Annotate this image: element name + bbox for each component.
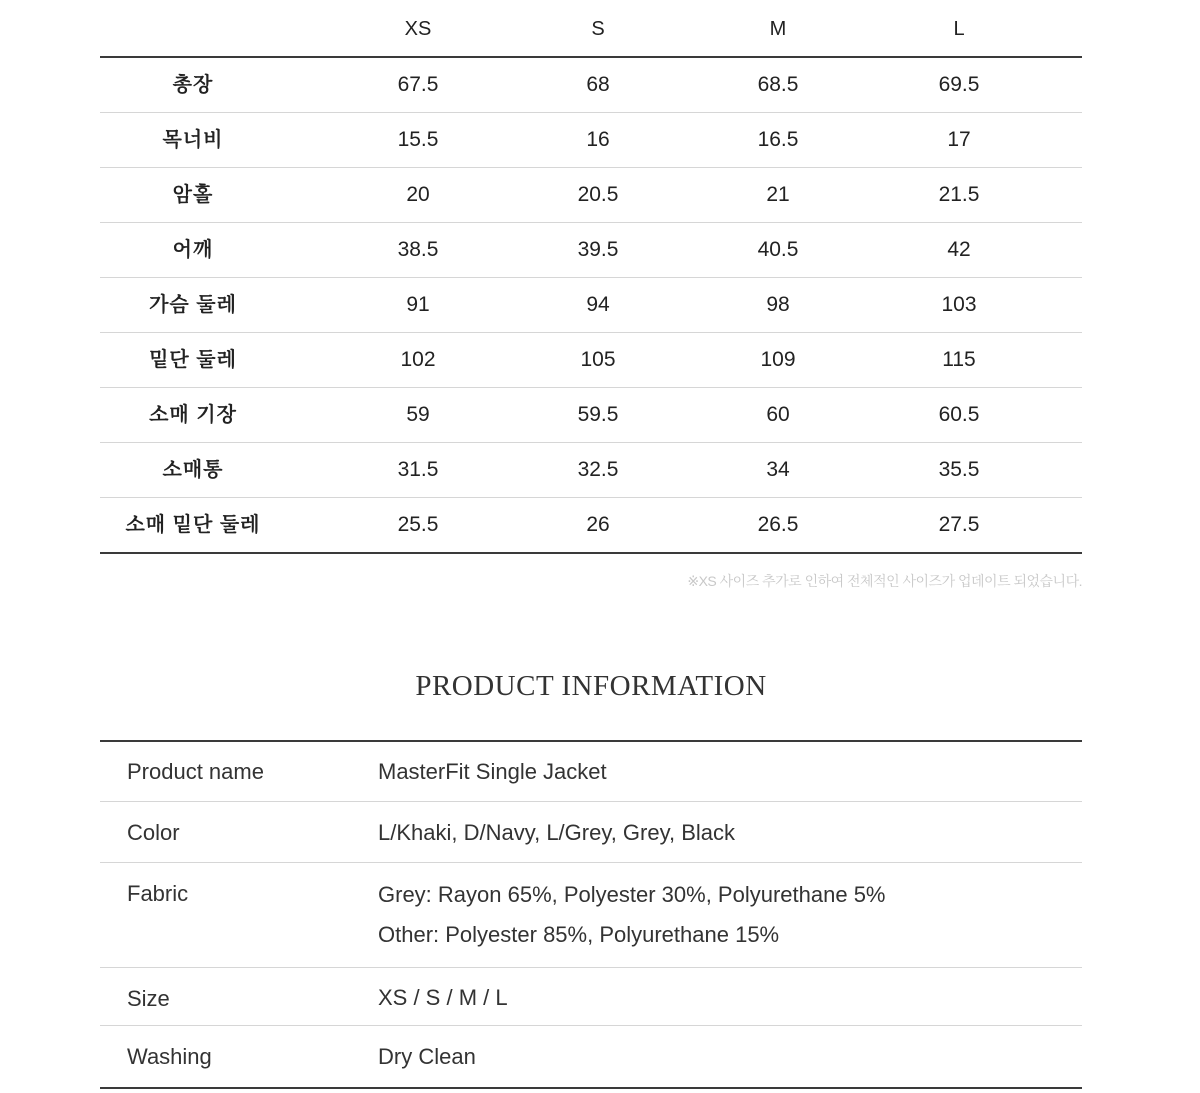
row-label: 소매 밑단 둘레 bbox=[125, 514, 261, 536]
info-value: Other: Polyester 85%, Polyurethane 15% bbox=[378, 922, 780, 947]
column-header-l: L bbox=[953, 18, 965, 40]
table-cell: 20 bbox=[406, 183, 430, 206]
row-label: 밑단 둘레 bbox=[149, 349, 237, 371]
table-cell: 60 bbox=[766, 403, 790, 426]
info-label: Color bbox=[127, 820, 180, 845]
table-cell: 60.5 bbox=[938, 403, 980, 426]
table-cell: 59 bbox=[406, 403, 430, 426]
table-cell: 16.5 bbox=[757, 128, 799, 151]
info-label: Size bbox=[127, 986, 170, 1011]
row-label: 목너비 bbox=[162, 129, 224, 151]
table-cell: 103 bbox=[941, 293, 977, 316]
table-cell: 20.5 bbox=[577, 183, 619, 206]
table-cell: 42 bbox=[947, 238, 971, 261]
table-cell: 34 bbox=[766, 458, 790, 481]
table-row bbox=[100, 443, 1082, 498]
size-table-header bbox=[100, 0, 1082, 58]
table-row bbox=[100, 58, 1082, 113]
row-label: 어깨 bbox=[172, 239, 214, 261]
table-row bbox=[100, 223, 1082, 278]
table-cell: 105 bbox=[580, 348, 616, 371]
table-row bbox=[100, 388, 1082, 443]
table-cell: 32.5 bbox=[577, 458, 619, 481]
info-label: Fabric bbox=[127, 881, 189, 906]
table-cell: 38.5 bbox=[397, 238, 439, 261]
info-row-color bbox=[100, 802, 1082, 863]
table-row bbox=[100, 278, 1082, 333]
info-value: Grey: Rayon 65%, Polyester 30%, Polyurethane 5% bbox=[378, 882, 886, 907]
row-label: 소매 기장 bbox=[149, 404, 237, 426]
table-cell: 21 bbox=[766, 183, 790, 206]
info-label: Washing bbox=[127, 1044, 212, 1069]
table-cell: 27.5 bbox=[938, 513, 980, 536]
table-cell: 15.5 bbox=[397, 128, 439, 151]
table-cell: 17 bbox=[947, 128, 971, 151]
table-cell: 68 bbox=[586, 73, 610, 96]
table-cell: 94 bbox=[586, 293, 610, 316]
table-row bbox=[100, 333, 1082, 388]
info-value: L/Khaki, D/Navy, L/Grey, Grey, Black bbox=[378, 820, 735, 845]
table-cell: 59.5 bbox=[577, 403, 619, 426]
table-cell: 67.5 bbox=[397, 73, 439, 96]
table-cell: 35.5 bbox=[938, 458, 980, 481]
info-value: XS / S / M / L bbox=[378, 985, 508, 1010]
table-cell: 26.5 bbox=[757, 513, 799, 536]
product-information-title: PRODUCT INFORMATION bbox=[415, 670, 767, 702]
row-label: 소매통 bbox=[162, 459, 224, 481]
table-cell: 16 bbox=[586, 128, 610, 151]
info-value: MasterFit Single Jacket bbox=[378, 759, 607, 784]
table-cell: 25.5 bbox=[397, 513, 439, 536]
info-row-fabric bbox=[100, 863, 1082, 968]
info-row-product-name bbox=[100, 742, 1082, 802]
info-value: Dry Clean bbox=[378, 1044, 476, 1069]
table-cell: 91 bbox=[406, 293, 430, 316]
table-cell: 31.5 bbox=[397, 458, 439, 481]
info-row-washing bbox=[100, 1026, 1082, 1087]
table-cell: 98 bbox=[766, 293, 790, 316]
table-row bbox=[100, 113, 1082, 168]
table-cell: 40.5 bbox=[757, 238, 799, 261]
table-row bbox=[100, 168, 1082, 223]
table-cell: 68.5 bbox=[757, 73, 799, 96]
info-row-size bbox=[100, 968, 1082, 1026]
table-cell: 69.5 bbox=[938, 73, 980, 96]
info-label: Product name bbox=[127, 759, 264, 784]
row-label: 총장 bbox=[172, 74, 214, 96]
column-header-m: M bbox=[769, 18, 787, 40]
product-info-table bbox=[100, 740, 1082, 1089]
table-cell: 39.5 bbox=[577, 238, 619, 261]
size-table bbox=[100, 0, 1082, 554]
table-cell: 26 bbox=[586, 513, 610, 536]
size-update-note: ※XS 사이즈 추가로 인하여 전체적인 사이즈가 업데이트 되었습니다. bbox=[687, 573, 1082, 589]
table-cell: 102 bbox=[400, 348, 436, 371]
column-header-xs: XS bbox=[404, 18, 432, 40]
table-cell: 109 bbox=[760, 348, 796, 371]
column-header-s: S bbox=[591, 18, 605, 40]
row-label: 가슴 둘레 bbox=[149, 294, 237, 316]
table-cell: 21.5 bbox=[938, 183, 980, 206]
table-cell: 115 bbox=[942, 348, 976, 371]
row-label: 암홀 bbox=[172, 184, 214, 206]
table-row bbox=[100, 498, 1082, 554]
